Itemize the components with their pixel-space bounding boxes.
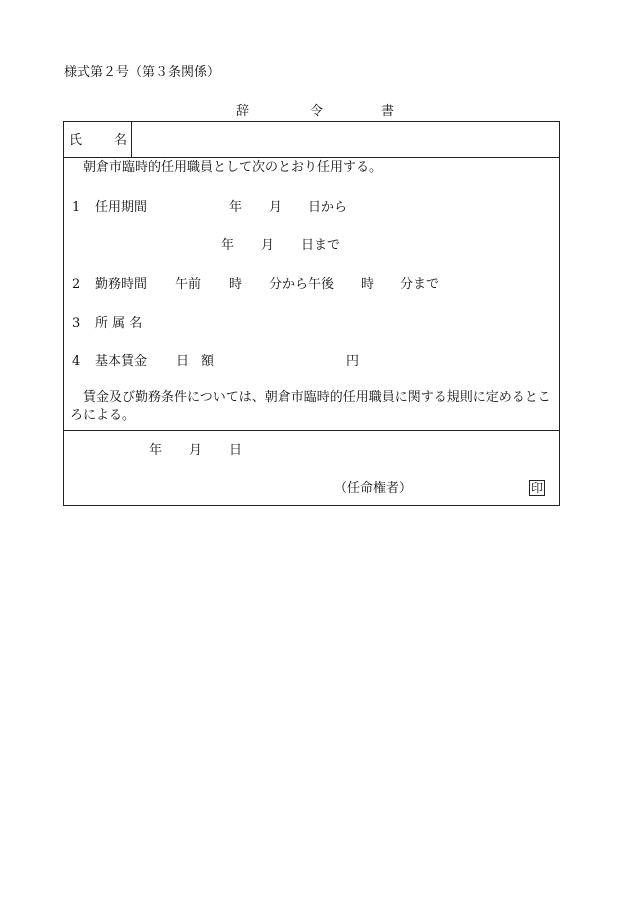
seal-mark: 印 [530,481,543,495]
item1-number: 1 [72,200,81,215]
item2-hour-end: 時 [361,277,375,292]
item1-end-day: 日まで [301,238,341,253]
name-row-divider [64,157,559,158]
form-number: 様式第２号（第３条関係） [64,65,221,80]
item1-label: 任用期間 [95,200,148,215]
item3-label: 所 属 名 [95,316,143,331]
item2-minute-start-pm: 分から午後 [269,277,335,292]
appointment-form-box [63,121,560,506]
date-year: 年 [149,443,163,458]
title-char-3: 書 [381,104,395,119]
name-label-char-2: 名 [114,133,128,148]
name-field[interactable] [134,124,554,155]
item2-label: 勤務時間 [95,277,148,292]
date-day: 日 [229,443,243,458]
name-label-char-1: 氏 [69,133,83,148]
date-row-divider [64,430,559,431]
item4-daily-char-2: 額 [201,354,215,369]
item4-yen-unit: 円 [346,354,360,369]
item2-hour-start: 時 [229,277,243,292]
title-char-2: 令 [310,104,324,119]
item1-end-year: 年 [221,238,235,253]
item2-minute-end: 分まで [400,277,440,292]
item2-number: 2 [72,277,81,292]
item1-start-day: 日から [308,200,348,215]
conditions-note: 賃金及び勤務条件については、朝倉市臨時的任用職員に関する規則に定めるところによる。 [70,390,551,423]
item3-number: 3 [72,316,81,331]
name-label-divider [131,122,132,157]
item4-daily-char-1: 日 [176,354,190,369]
title-char-1: 辞 [236,104,250,119]
date-month: 月 [189,443,203,458]
appointer-label: （任命権者） [334,481,413,496]
item4-label: 基本賃金 [95,354,148,369]
item2-am: 午前 [175,277,202,292]
item1-end-month: 月 [261,238,275,253]
item1-start-month: 月 [269,200,283,215]
intro-text: 朝倉市臨時的任用職員として次のとおり任用する。 [83,160,383,175]
item1-start-year: 年 [229,200,243,215]
item4-number: 4 [72,354,81,369]
